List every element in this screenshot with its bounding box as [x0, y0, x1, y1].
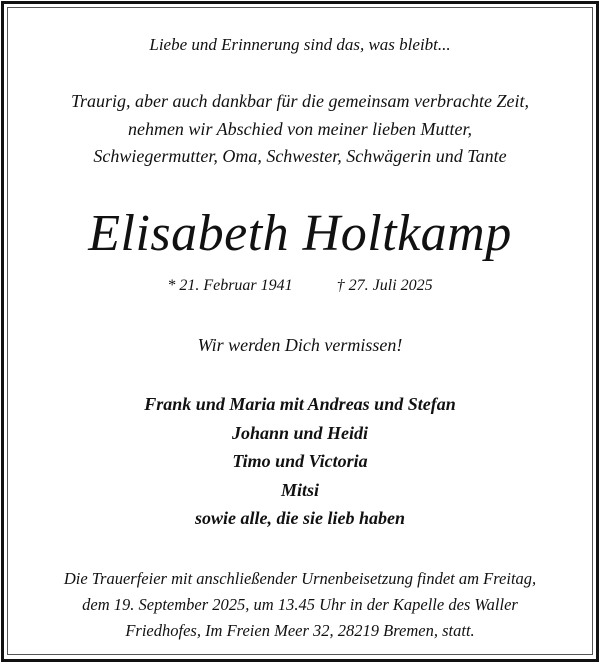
- mourner-line: sowie alle, die sie lieb haben: [195, 508, 405, 528]
- intro-line: Traurig, aber auch dankbar für die gemeinsam verbrachte Zeit,: [71, 91, 529, 111]
- service-info: [8, 566, 592, 644]
- mourner-line: Timo und Victoria: [232, 451, 368, 471]
- birth-date: * 21. Februar 1941: [167, 277, 293, 294]
- mourner-line: Johann und Heidi: [231, 422, 369, 443]
- mourner-line: Frank und Maria mit Andreas und Stefan: [144, 394, 456, 414]
- deceased-name: Elisabeth Holtkamp: [88, 205, 512, 262]
- service-line: Die Trauerfeier mit anschließender Urnenbeisetzung findet am Freitag,: [63, 569, 537, 588]
- mourner-line: Mitsi: [280, 479, 319, 500]
- obituary-notice: [8, 8, 592, 654]
- motto-line: Liebe und Erinnerung sind das, was bleibt...: [149, 35, 451, 54]
- closing-line: Wir werden Dich vermissen!: [197, 335, 403, 355]
- intro-line: nehmen wir Abschied von meiner lieben Mutter,: [127, 118, 473, 139]
- death-date: † 27. Juli 2025: [336, 277, 433, 294]
- intro-text: [8, 88, 592, 171]
- service-line: Friedhofes, Im Freien Meer 32, 28219 Bremen, statt.: [125, 621, 475, 640]
- service-line: dem 19. September 2025, um 13.45 Uhr in der Kapelle des Waller: [82, 595, 518, 614]
- intro-line: Schwiegermutter, Oma, Schwester, Schwägerin und Tante: [93, 146, 507, 166]
- mourners-list: [8, 390, 592, 533]
- life-dates: [8, 277, 592, 295]
